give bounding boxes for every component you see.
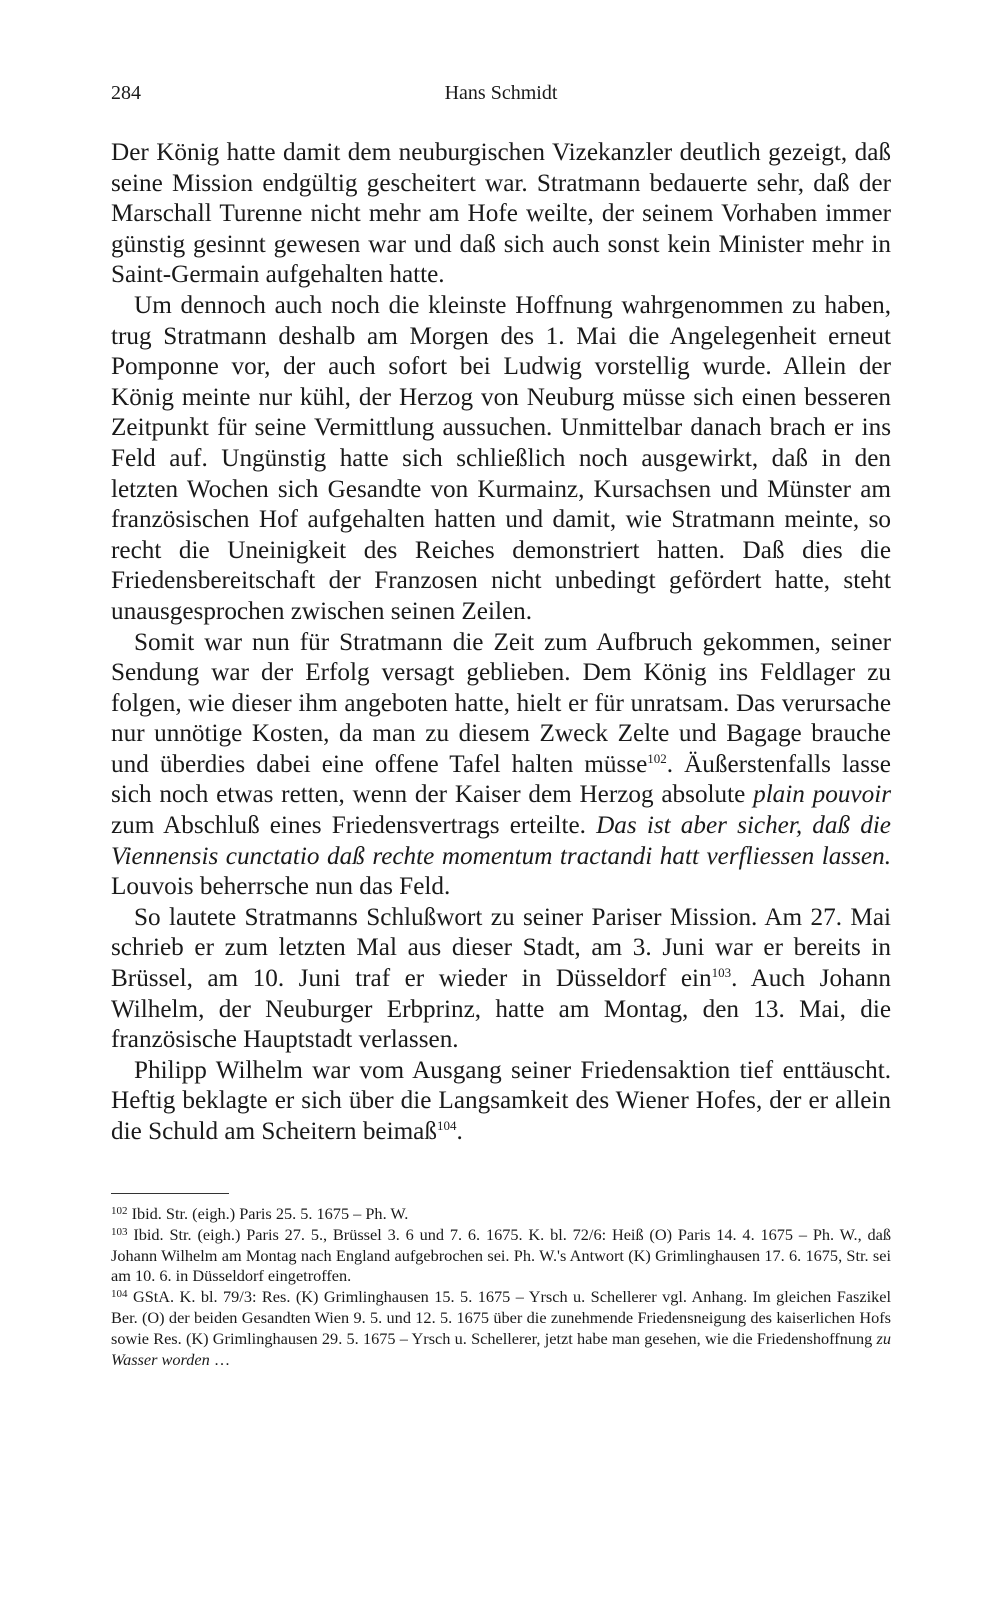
body-text bbox=[111, 138, 891, 1148]
paragraph bbox=[111, 291, 891, 628]
paragraph-text: . Äußerstenfalls lasse sich noch etwas retten, wenn der Kaiser dem Herzog absolute bbox=[111, 750, 891, 809]
paragraph-text: Philipp Wilhelm war vom Ausgang seiner Friedensaktion tief enttäuscht. Heftig beklagte er sich über die Langsamkeit des Wiener Hofes, der er allein die Schuld am Scheitern beimaß bbox=[111, 1056, 891, 1145]
paragraph-text: . bbox=[456, 1118, 463, 1145]
paragraph-text: Der König hatte damit dem neuburgischen Vizekanzler deutlich gezeigt, daß seine Mission endgültig gescheitert war. Stratmann bedauerte sehr, daß der Marschall Turenne nicht mehr am Hofe weilte, der seinem Vorhaben immer günstig gesinnt gewesen war und daß sich auch sonst kein Minister mehr in Saint-Germain aufgehalten hatte. bbox=[111, 139, 891, 289]
footnote-quote: zu Wasser worden bbox=[111, 1328, 891, 1369]
footnote-number: 104 bbox=[111, 1288, 128, 1301]
paragraph-text: . Auch Johann Wilhelm, der Neuburger Erbprinz, hatte am Montag, den 13. Mai, die französische Hauptstadt verlassen. bbox=[111, 965, 891, 1054]
footnote-reference[interactable]: 102 bbox=[647, 750, 667, 766]
running-head: Hans Schmidt bbox=[444, 82, 558, 104]
footnote-separator bbox=[111, 1193, 229, 1194]
page-number: 284 bbox=[111, 82, 141, 104]
footnote-text: … bbox=[209, 1349, 231, 1369]
paragraph bbox=[111, 903, 891, 1056]
footnote-text: Ibid. Str. (eigh.) Paris 27. 5., Brüssel 3. 6 und 7. 6. 1675. K. bl. 72/6: Heiß (O) Paris 14. 4. 1675 – Ph. W., daß Johann Wilhelm am Montag nach England aufgebrochen sei. Ph. W.'s Antwort (K) Grimlinghausen 17. 6. 1675, Str. sei am 10. 6. in Düsseldorf eingetroffen. bbox=[111, 1224, 891, 1286]
paragraph bbox=[111, 628, 891, 903]
paragraph-text: Louvois beherrsche nun das Feld. bbox=[111, 873, 451, 901]
page-header bbox=[111, 82, 891, 112]
paragraph-text: Somit war nun für Stratmann die Zeit zum Aufbruch gekommen, seiner Sendung war der Erfolg versagt geblieben. Dem König ins Feldlager zu folgen, wie dieser ihm angeboten hatte, hielt er für unratsam. Das verursache nur unnötige Kosten, da man zu diesem Zweck Zelte und Bagage brauche und überdies dabei eine offene Tafel halten müsse bbox=[111, 628, 891, 778]
paragraph bbox=[111, 138, 891, 291]
footnote-reference[interactable]: 104 bbox=[436, 1118, 457, 1133]
footnote bbox=[111, 1225, 891, 1287]
footnote bbox=[111, 1287, 891, 1370]
footnote-reference[interactable]: 103 bbox=[711, 965, 732, 981]
quoted-phrase: plain pouvoir bbox=[753, 781, 891, 809]
footnotes bbox=[111, 1204, 891, 1370]
quoted-passage: Das ist aber sicher, daß die Viennensis cunctatio daß rechte momentum tractandi hatt verfliessen lassen. bbox=[111, 812, 891, 870]
paragraph-text: Um dennoch auch noch die kleinste Hoffnung wahrgenommen zu haben, trug Stratmann deshalb am Morgen des 1. Mai die Angelegenheit erneut Pomponne vor, der auch sofort bei Ludwig vorstellig wurde. Allein der König meinte nur kühl, der Herzog von Neuburg müsse sich einen besseren Zeitpunkt für seine Vermittlung aussuchen. Unmittelbar danach brach er ins Feld auf. Ungünstig hatte sich schließlich noch ausgewirkt, daß in den letzten Wochen sich Gesandte von Kurmainz, Kursachsen und Münster am französischen Hof aufgehalten hatten und damit, wie Stratmann meinte, so recht die Uneinigkeit des Reiches demonstriert hatten. Daß dies die Friedensbereitschaft der Franzosen nicht unbedingt gefördert hatte, steht unausgesprochen zwischen seinen Zeilen. bbox=[111, 291, 891, 625]
footnote-text: GStA. K. bl. 79/3: Res. (K) Grimlinghausen 15. 5. 1675 – Yrsch u. Schellerer vgl. Anhang. Im gleichen Faszikel Ber. (O) der beiden Gesandten Wien 9. 5. und 12. 5. 1675 über die zunehmende Friedensneigung des kaiserlichen Hofs sowie Res. (K) Grimlinghausen 29. 5. 1675 – Yrsch u. Schellerer, jetzt habe man gesehen, wie die Friedenshoffnung bbox=[111, 1287, 891, 1348]
footnote-number: 102 bbox=[111, 1205, 128, 1217]
paragraph bbox=[111, 1056, 891, 1148]
footnote-text: Ibid. Str. (eigh.) Paris 25. 5. 1675 – Ph. W. bbox=[127, 1204, 409, 1223]
paragraph-text: So lautete Stratmanns Schlußwort zu seiner Pariser Mission. Am 27. Mai schrieb er zum letzten Mal aus dieser Stadt, am 3. Juni war er bereits in Brüssel, am 10. Juni traf er wieder in Düsseldorf ein bbox=[111, 903, 891, 993]
footnote bbox=[111, 1204, 891, 1225]
footnote-number: 103 bbox=[111, 1225, 128, 1238]
paragraph-text: zum Abschluß eines Friedensvertrags erteilte. bbox=[111, 812, 597, 840]
